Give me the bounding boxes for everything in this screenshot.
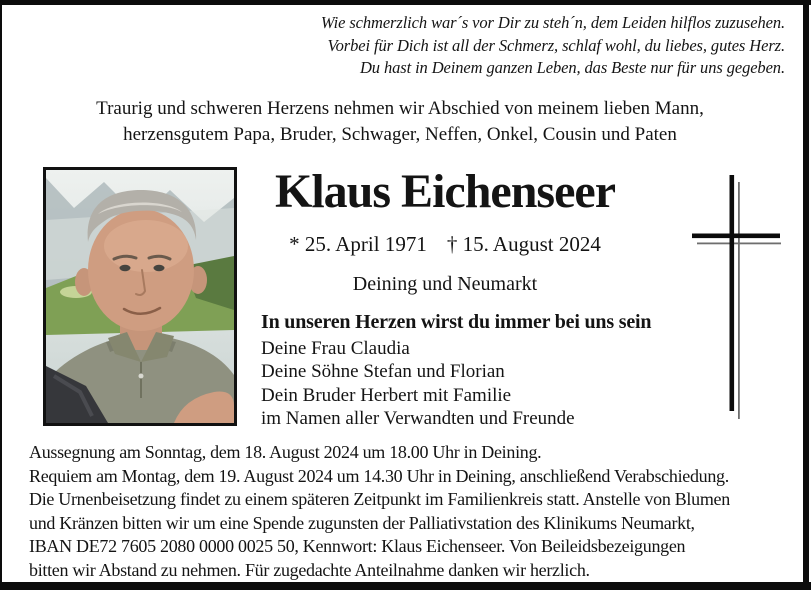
mourner-line: Deine Söhne Stefan und Florian bbox=[261, 361, 505, 382]
mourners-block bbox=[261, 311, 651, 431]
verse-line: Du hast in Deinem ganzen Leben, das Beste nur für uns gegeben. bbox=[359, 58, 785, 77]
verse-line: Vorbei für Dich ist all der Schmerz, schlaf wohl, du liebes, gutes Herz. bbox=[327, 35, 785, 55]
announcement-line: bitten wir Abstand zu nehmen. Für zugedachte Anteilnahme danken wir herzlich. bbox=[29, 559, 590, 580]
memorial-cross-icon bbox=[668, 168, 798, 428]
announcement-line: Aussegnung am Sonntag, dem 18. August 2024 um 18.00 Uhr in Deining. bbox=[29, 442, 542, 462]
announcement-line: IBAN DE72 7605 2080 0000 0025 50, Kennwort: Klaus Eichenseer. Von Beileidsbezeigungen bbox=[29, 536, 686, 556]
intro-line: Traurig und schweren Herzens nehmen wir Abschied von meinem lieben Mann, bbox=[96, 98, 704, 119]
funeral-announcement bbox=[29, 441, 799, 582]
residence-places: Deining und Neumarkt bbox=[352, 273, 538, 295]
mourners-headline: In unseren Herzen wirst du immer bei uns sein bbox=[261, 311, 652, 333]
mourner-line: im Namen aller Verwandten und Freunde bbox=[261, 408, 575, 429]
portrait-photo bbox=[43, 167, 237, 426]
mourner-line: Deine Frau Claudia bbox=[261, 337, 410, 359]
portrait-illustration bbox=[46, 170, 234, 423]
scan-border-right bbox=[803, 0, 809, 590]
death-date: † 15. August 2024 bbox=[446, 232, 601, 256]
life-dates bbox=[240, 231, 650, 257]
announcement-line: und Kränzen bitten wir um eine Spende zugunsten der Palliativstation des Klinikums Neumarkt, bbox=[29, 512, 695, 533]
scan-border-left bbox=[0, 0, 2, 590]
memorial-verse bbox=[321, 12, 785, 80]
announcement-line: Die Urnenbeisetzung findet zu einem späteren Zeitpunkt im Familienkreis statt. Anstelle von Blumen bbox=[29, 489, 730, 509]
scan-border-bottom bbox=[0, 582, 811, 590]
mourner-line: Dein Bruder Herbert mit Familie bbox=[261, 384, 512, 406]
announcement-line: Requiem am Montag, dem 19. August 2024 um 14.30 Uhr in Deining, anschließend Verabschiedung. bbox=[29, 465, 729, 486]
verse-line: Wie schmerzlich war´s vor Dir zu steh´n, dem Leiden hilflos zuzusehen. bbox=[320, 13, 785, 32]
farewell-intro bbox=[40, 96, 760, 148]
birth-date: * 25. April 1971 bbox=[289, 232, 427, 256]
deceased-name: Klaus Eichenseer bbox=[275, 165, 615, 218]
scan-border-top bbox=[0, 0, 811, 5]
intro-line: herzensgutem Papa, Bruder, Schwager, Neffen, Onkel, Cousin und Paten bbox=[123, 124, 677, 145]
